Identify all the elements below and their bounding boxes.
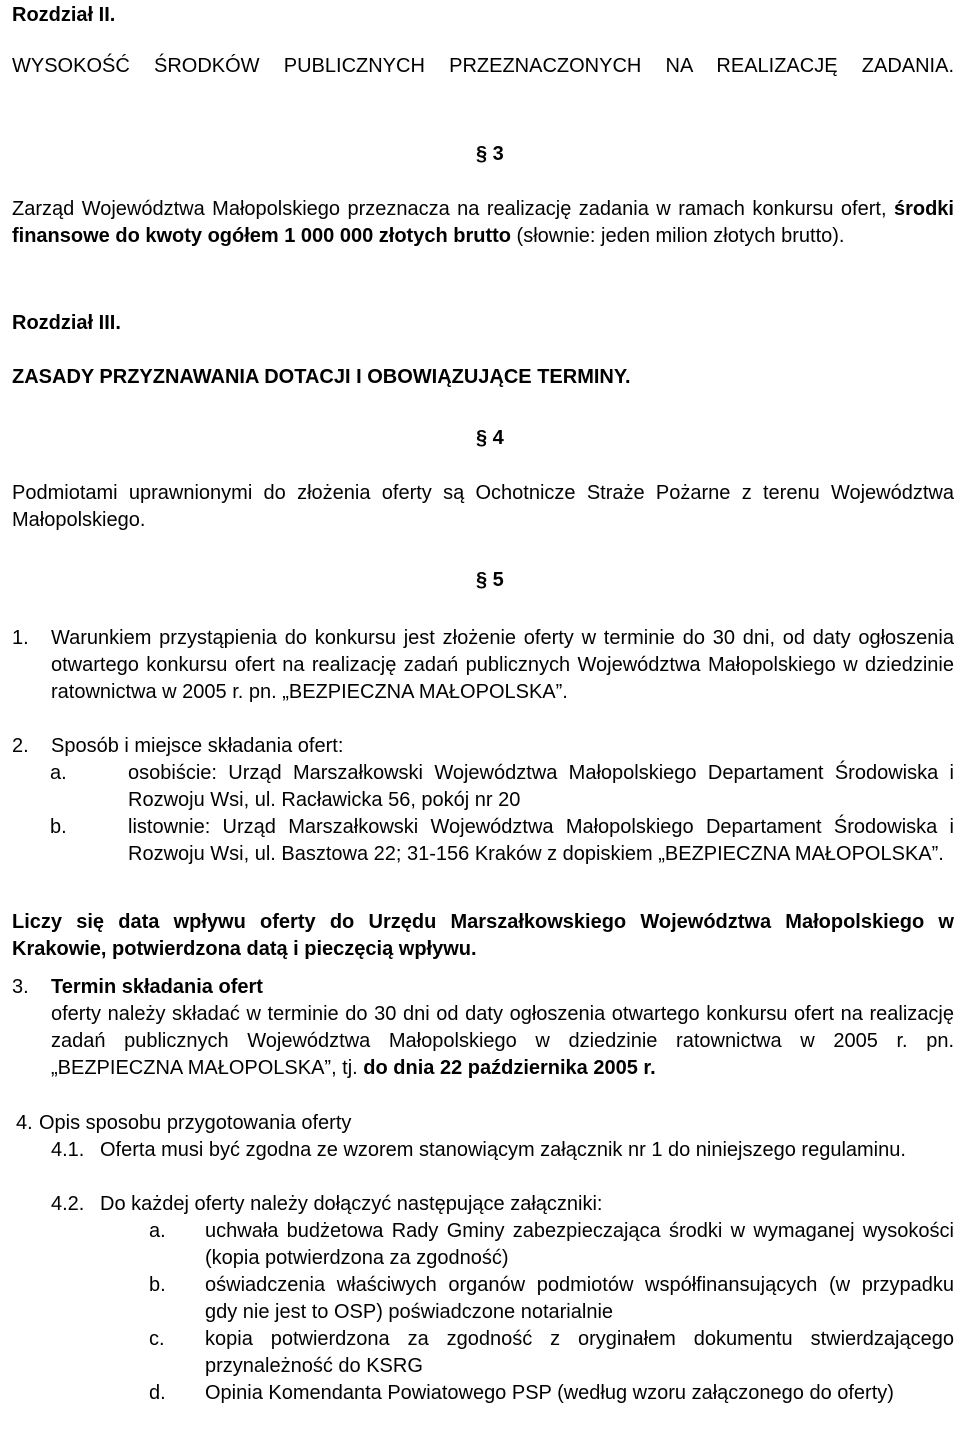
attachment-a-text: uchwała budżetowa Rady Gminy zabezpieczająca środki w wymaganej wysokości (kopia potwierdzona za zgodność) xyxy=(205,1220,954,1269)
attachment-a-number: a. xyxy=(149,1220,166,1242)
attachment-d-number: d. xyxy=(149,1382,166,1404)
attachment-b-number: b. xyxy=(149,1274,166,1296)
item-2a-text: osobiście: Urząd Marszałkowski Województwa Małopolskiego Departament Środowiska i Rozwoju Wsi, ul. Racławicka 56, pokój nr 20 xyxy=(128,762,954,811)
chapter-2-title-line2 xyxy=(12,80,954,107)
section-4-label: § 4 xyxy=(476,427,504,449)
item-1-text: Warunkiem przystąpienia do konkursu jest złożenie oferty w terminie do 30 dni, od daty ogłoszenia otwartego konkursu ofert na realizację zadań publicznych Województwa Małopolskiego w dziedzinie ratownictwa w 2005 r. pn. „BEZPIECZNA MAŁOPOLSKA”. xyxy=(51,627,954,703)
item-4-1-number: 4.1. xyxy=(51,1139,85,1161)
section-5-label: § 5 xyxy=(476,569,504,591)
item-3-number: 3. xyxy=(12,976,29,998)
item-4-number: 4. xyxy=(16,1112,33,1134)
section-4-paragraph: Podmiotami uprawnionymi do złożenia oferty są Ochotnicze Straże Pożarne z terenu Województwa Małopolskiego. xyxy=(12,482,954,531)
chapter-2-title-line1: WYSOKOŚĆ ŚRODKÓW PUBLICZNYCH PRZEZNACZONYCH NA REALIZACJĘ ZADANIA. xyxy=(12,55,954,77)
item-2b-text: listownie: Urząd Marszałkowski Województwa Małopolskiego Departament Środowiska i Rozwoju Wsi, ul. Basztowa 22; 31-156 Kraków z dopiskiem „BEZPIECZNA MAŁOPOLSKA”. xyxy=(128,816,954,865)
item-2-number: 2. xyxy=(12,735,29,757)
chapter-3-title: ZASADY PRZYZNAWANIA DOTACJI I OBOWIĄZUJĄCE TERMINY. xyxy=(12,366,631,388)
item-3-text: oferty należy składać w terminie do 30 dni od daty ogłoszenia otwartego konkursu ofert na realizację zadań publicznych Województwa Małopolskiego w dziedzinie ratownictwa w 2005 r. pn. „BEZPIECZNA MAŁOPOLSKA”, tj. do dnia 22 października 2005 r. xyxy=(51,1003,954,1079)
item-2b-number: b. xyxy=(50,816,67,838)
attachment-b-text: oświadczenia właściwych organów podmiotów współfinansujących (w przypadku gdy nie jest to OSP) poświadczone notarialnie xyxy=(205,1274,954,1323)
section-3-label: § 3 xyxy=(476,143,504,165)
section-3-paragraph: Zarząd Województwa Małopolskiego przeznacza na realizację zadania w ramach konkursu ofert, środki finansowe do kwoty ogółem 1 000 000 złotych brutto (słownie: jeden milion złotych brutto). xyxy=(12,198,954,247)
item-4-1-text: Oferta musi być zgodna ze wzorem stanowiącym załącznik nr 1 do niniejszego regulaminu. xyxy=(100,1139,906,1161)
item-4-text: Opis sposobu przygotowania oferty xyxy=(39,1112,352,1134)
attachment-d-text: Opinia Komendanta Powiatowego PSP (według wzoru załączonego do oferty) xyxy=(205,1382,894,1404)
item-4-2-text: Do każdej oferty należy dołączyć następujące załączniki: xyxy=(100,1193,603,1215)
item-1-number: 1. xyxy=(12,627,29,649)
item-3-title: Termin składania ofert xyxy=(51,976,263,998)
item-2a-number: a. xyxy=(50,762,67,784)
chapter-3-heading: Rozdział III. xyxy=(12,312,121,334)
attachment-c-number: c. xyxy=(149,1328,165,1350)
attachment-c-text: kopia potwierdzona za zgodność z oryginałem dokumentu stwierdzającego przynależność do KSRG xyxy=(205,1328,954,1377)
item-2-text: Sposób i miejsce składania ofert: xyxy=(51,735,344,757)
item-4-2-number: 4.2. xyxy=(51,1193,85,1215)
bold-note: Liczy się data wpływu oferty do Urzędu Marszałkowskiego Województwa Małopolskiego w Krakowie, potwierdzona datą i pieczęcią wpływu. xyxy=(12,911,954,960)
chapter-2-heading: Rozdział II. xyxy=(12,4,116,26)
